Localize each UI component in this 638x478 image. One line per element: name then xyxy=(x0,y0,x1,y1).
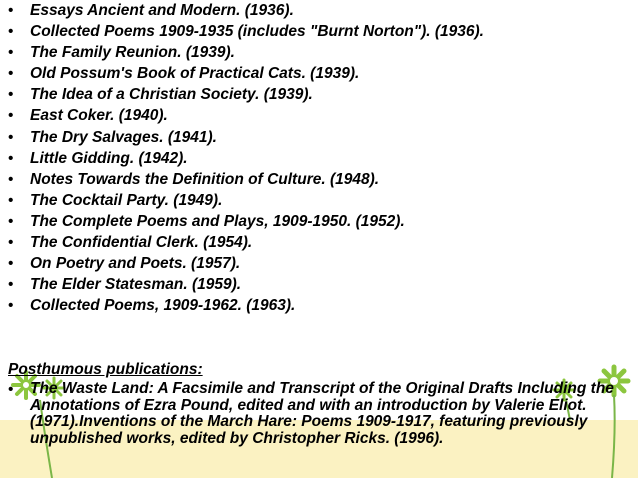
list-item xyxy=(8,169,484,190)
work-title: Collected Poems 1909-1935 (includes "Burnt Norton"). (1936). xyxy=(30,23,484,41)
bullet-icon: • xyxy=(8,170,14,188)
bullet-icon: • xyxy=(8,234,14,252)
work-title: The Elder Statesman. (1959). xyxy=(30,276,242,294)
work-title: Notes Towards the Definition of Culture. (1948). xyxy=(30,170,380,188)
list-item xyxy=(8,274,484,295)
work-title: The Dry Salvages. (1941). xyxy=(30,128,217,146)
posthumous-entry: The Waste Land: A Facsimile and Transcript of the Original Drafts Including the Annotations of Ezra Pound, edited and with an introduction by Valerie Eliot. (1971).Inventions of the March Hare: Poems 1909-1917, featuring previously unpublished works, edited by Christopher Ricks. (1996). xyxy=(30,380,614,447)
list-item xyxy=(8,148,484,169)
bullet-icon: • xyxy=(8,381,14,398)
work-title: Old Possum's Book of Practical Cats. (1939). xyxy=(30,65,360,83)
bullet-icon: • xyxy=(8,128,14,146)
work-title: Little Gidding. (1942). xyxy=(30,149,188,167)
list-item xyxy=(8,42,484,63)
posthumous-heading: Posthumous publications: xyxy=(8,361,203,378)
work-title: Essays Ancient and Modern. (1936). xyxy=(30,2,294,19)
bullet-icon: • xyxy=(8,44,14,62)
work-title: The Family Reunion. (1939). xyxy=(30,44,235,62)
bullet-icon: • xyxy=(8,191,14,209)
bullet-icon: • xyxy=(8,86,14,104)
work-title: Collected Poems, 1909-1962. (1963). xyxy=(30,297,296,315)
list-item xyxy=(8,21,484,42)
bullet-icon: • xyxy=(8,2,14,19)
work-title: The Cocktail Party. (1949). xyxy=(30,191,223,209)
bullet-icon: • xyxy=(8,107,14,125)
list-item xyxy=(8,84,484,105)
work-title: The Complete Poems and Plays, 1909-1950. (1952). xyxy=(30,212,405,230)
list-item xyxy=(8,232,484,253)
work-title: The Confidential Clerk. (1954). xyxy=(30,234,253,252)
work-title: East Coker. (1940). xyxy=(30,107,168,125)
bullet-icon: • xyxy=(8,65,14,83)
bullet-icon: • xyxy=(8,149,14,167)
list-item xyxy=(8,190,484,211)
list-item xyxy=(8,295,484,316)
posthumous-list-item xyxy=(8,381,628,447)
bullet-icon: • xyxy=(8,255,14,273)
bullet-icon: • xyxy=(8,276,14,294)
bullet-icon: • xyxy=(8,23,14,41)
list-item xyxy=(8,211,484,232)
list-item xyxy=(8,63,484,84)
works-list xyxy=(8,0,484,316)
list-item xyxy=(8,127,484,148)
work-title: The Idea of a Christian Society. (1939). xyxy=(30,86,313,104)
list-item xyxy=(8,0,484,21)
list-item xyxy=(8,105,484,126)
work-title: On Poetry and Poets. (1957). xyxy=(30,255,241,273)
bullet-icon: • xyxy=(8,212,14,230)
bullet-icon: • xyxy=(8,297,14,315)
list-item xyxy=(8,253,484,274)
